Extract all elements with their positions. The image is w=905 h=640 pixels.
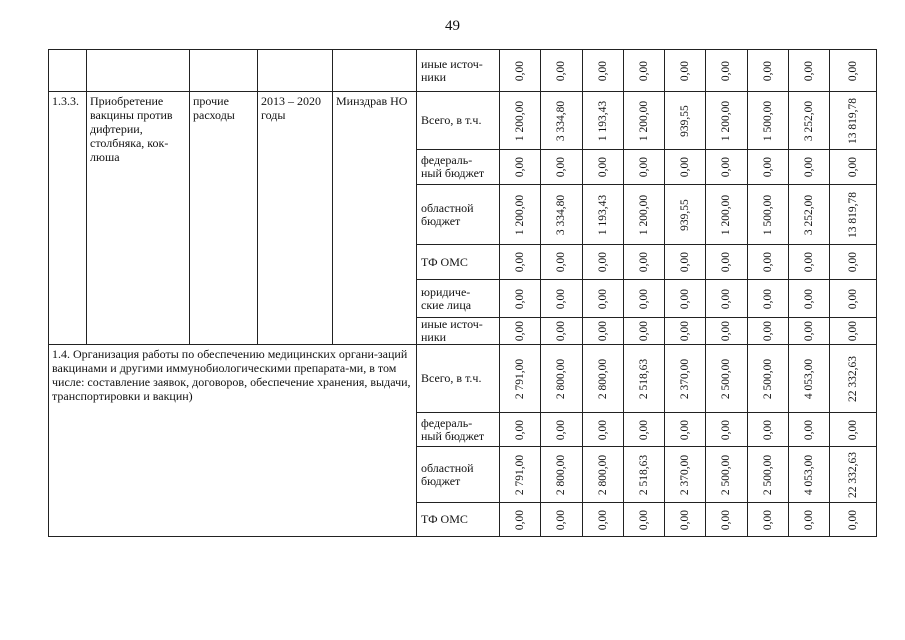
funding-source-label: иные источ- ники (421, 56, 483, 84)
value-text: 1 500,00 (761, 194, 774, 235)
value-text: 0,00 (802, 251, 815, 273)
value-cell (541, 345, 582, 413)
value-text: 1 193,43 (596, 194, 609, 235)
value-cell (788, 447, 829, 503)
value-text: 0,00 (555, 156, 568, 178)
value-cell (706, 50, 747, 92)
value-cell (788, 92, 829, 150)
value-text: 0,00 (596, 251, 609, 273)
empty-cell (258, 50, 333, 92)
value-text: 939,55 (679, 198, 692, 231)
value-text: 0,00 (514, 509, 527, 530)
value-cell (541, 150, 582, 185)
value-cell (623, 413, 664, 447)
value-cell (582, 245, 623, 280)
period: 2013 – 2020 годы (261, 94, 321, 122)
value-cell (541, 447, 582, 503)
item-number-cell (49, 92, 87, 345)
value-cell (500, 150, 541, 185)
value-text: 0,00 (720, 320, 733, 342)
value-cell (788, 150, 829, 185)
value-text: 0,00 (637, 509, 650, 530)
value-text: 0,00 (720, 156, 733, 178)
table-row (49, 345, 877, 413)
value-cell (500, 318, 541, 345)
value-text: 939,55 (679, 104, 692, 137)
value-text: 0,00 (514, 288, 527, 309)
value-cell (623, 503, 664, 537)
value-cell (665, 150, 706, 185)
value-cell (830, 150, 877, 185)
value-text: 0,00 (637, 419, 650, 440)
value-cell (788, 318, 829, 345)
value-cell (582, 92, 623, 150)
value-cell (500, 50, 541, 92)
source-cell (417, 280, 500, 318)
value-text: 0,00 (802, 60, 815, 81)
value-cell (788, 50, 829, 92)
value-cell (665, 503, 706, 537)
value-cell (582, 503, 623, 537)
value-cell (665, 318, 706, 345)
value-cell (706, 92, 747, 150)
value-cell (582, 413, 623, 447)
item-name-cell (87, 92, 190, 345)
value-text: 0,00 (555, 419, 568, 440)
value-cell (541, 50, 582, 92)
value-cell (500, 345, 541, 413)
value-text: 0,00 (555, 288, 568, 309)
value-cell (665, 245, 706, 280)
value-cell (830, 280, 877, 318)
value-cell (747, 318, 788, 345)
value-cell (623, 345, 664, 413)
source-cell (417, 92, 500, 150)
funding-source-label: ТФ ОМС (421, 254, 468, 269)
value-cell (747, 447, 788, 503)
empty-cell (333, 50, 417, 92)
value-text: 0,00 (847, 156, 859, 178)
value-text: 0,00 (847, 419, 859, 440)
value-text: 1 200,00 (514, 100, 527, 141)
expense-type: прочие расходы (193, 94, 235, 122)
source-cell (417, 503, 500, 537)
value-cell (500, 245, 541, 280)
section-description: 1.4. Организация работы по обеспечению медицинских органи-заций вакцинами и другими иммунобиологическими препарата-ми, в том числе: составление заявок, договоров, обеспечение хранения, выдачи, транспортировки и вакцин) (52, 347, 411, 403)
value-text: 0,00 (802, 288, 815, 309)
value-text: 1 200,00 (720, 194, 733, 235)
value-text: 2 800,00 (596, 358, 609, 399)
source-cell (417, 447, 500, 503)
value-cell (623, 245, 664, 280)
value-text: 0,00 (802, 156, 815, 178)
value-cell (788, 413, 829, 447)
value-cell (706, 503, 747, 537)
value-cell (830, 503, 877, 537)
value-cell (788, 345, 829, 413)
value-text: 2 500,00 (720, 358, 733, 399)
value-cell (665, 447, 706, 503)
value-text: 0,00 (596, 419, 609, 440)
value-cell (623, 92, 664, 150)
value-cell (500, 447, 541, 503)
value-text: 0,00 (514, 419, 527, 440)
funding-source-label: ТФ ОМС (421, 512, 468, 526)
value-text: 1 193,43 (596, 100, 609, 141)
value-text: 2 791,00 (514, 358, 527, 399)
source-cell (417, 245, 500, 280)
value-cell (541, 245, 582, 280)
value-cell (500, 280, 541, 318)
value-cell (541, 318, 582, 345)
value-cell (623, 185, 664, 245)
value-text: 0,00 (514, 320, 527, 342)
value-cell (500, 185, 541, 245)
value-cell (830, 245, 877, 280)
value-text: 0,00 (679, 251, 692, 273)
value-text: 2 791,00 (514, 454, 527, 495)
value-text: 0,00 (555, 251, 568, 273)
value-text: 0,00 (596, 60, 609, 81)
funding-source-label: Всего, в т.ч. (421, 371, 482, 385)
value-text: 1 200,00 (720, 100, 733, 141)
value-cell (788, 280, 829, 318)
value-cell (623, 50, 664, 92)
value-text: 2 800,00 (555, 358, 568, 399)
value-cell (747, 245, 788, 280)
value-cell (582, 280, 623, 318)
value-text: 0,00 (637, 156, 650, 178)
funding-source-label: федераль- ный бюджет (421, 153, 485, 180)
empty-cell (49, 50, 87, 92)
value-cell (582, 318, 623, 345)
value-cell (665, 413, 706, 447)
value-text: 0,00 (679, 320, 692, 342)
value-text: 0,00 (761, 419, 774, 440)
value-text: 0,00 (847, 60, 859, 81)
value-text: 0,00 (802, 320, 815, 342)
executor-cell (333, 92, 417, 345)
value-text: 0,00 (720, 251, 733, 273)
value-text: 3 252,00 (802, 100, 815, 141)
value-text: 0,00 (679, 156, 692, 178)
value-text: 2 800,00 (596, 454, 609, 495)
value-cell (541, 92, 582, 150)
empty-cell (190, 50, 258, 92)
value-cell (706, 245, 747, 280)
value-cell (582, 345, 623, 413)
value-text: 0,00 (761, 288, 774, 309)
value-cell (747, 185, 788, 245)
value-cell (830, 413, 877, 447)
budget-table (48, 49, 877, 537)
value-text: 1 200,00 (637, 100, 650, 141)
source-cell (417, 150, 500, 185)
source-cell (417, 50, 500, 92)
value-cell (747, 50, 788, 92)
value-text: 2 800,00 (555, 454, 568, 495)
value-cell (706, 345, 747, 413)
value-cell (500, 503, 541, 537)
value-text: 0,00 (847, 288, 859, 309)
value-cell (541, 413, 582, 447)
value-cell (830, 185, 877, 245)
source-cell (417, 413, 500, 447)
value-text: 22 332,63 (847, 355, 859, 402)
value-cell (623, 280, 664, 318)
funding-source-label: областной бюджет (421, 200, 474, 228)
value-text: 0,00 (847, 251, 859, 273)
value-text: 0,00 (637, 60, 650, 81)
period-cell (258, 92, 333, 345)
value-text: 0,00 (761, 156, 774, 178)
value-cell (788, 503, 829, 537)
value-cell (830, 318, 877, 345)
funding-source-label: Всего, в т.ч. (421, 113, 482, 127)
value-cell (706, 318, 747, 345)
value-text: 0,00 (555, 320, 568, 342)
value-text: 0,00 (514, 60, 527, 81)
value-text: 0,00 (514, 156, 527, 178)
value-cell (788, 245, 829, 280)
value-cell (706, 447, 747, 503)
source-cell (417, 185, 500, 245)
value-text: 2 370,00 (679, 358, 692, 399)
value-cell (830, 447, 877, 503)
value-text: 0,00 (637, 288, 650, 309)
value-cell (747, 413, 788, 447)
value-cell (623, 447, 664, 503)
value-text: 13 819,78 (847, 97, 859, 144)
value-cell (747, 92, 788, 150)
value-cell (582, 50, 623, 92)
value-cell (541, 185, 582, 245)
value-cell (706, 185, 747, 245)
value-text: 2 518,63 (637, 358, 650, 399)
value-cell (830, 92, 877, 150)
value-cell (665, 185, 706, 245)
value-cell (623, 318, 664, 345)
value-text: 4 053,00 (802, 454, 815, 495)
source-cell (417, 345, 500, 413)
value-text: 0,00 (679, 288, 692, 309)
table-row (49, 50, 877, 92)
value-text: 0,00 (679, 419, 692, 440)
value-cell (706, 413, 747, 447)
value-cell (747, 150, 788, 185)
value-text: 0,00 (720, 419, 733, 440)
page-number: 49 (445, 18, 460, 34)
value-text: 0,00 (596, 156, 609, 178)
value-text: 0,00 (596, 288, 609, 309)
source-cell (417, 318, 500, 345)
value-cell (788, 185, 829, 245)
executor: Минздрав НО (336, 94, 408, 108)
value-text: 2 500,00 (761, 454, 774, 495)
value-cell (541, 280, 582, 318)
funding-source-label: юридиче- ские лица (421, 284, 472, 312)
value-text: 1 500,00 (761, 100, 774, 141)
item-name: Приобретение вакцины против дифтерии, столбняка, кок-люша (90, 94, 173, 164)
value-text: 0,00 (555, 60, 568, 81)
value-text: 2 500,00 (761, 358, 774, 399)
value-cell (500, 413, 541, 447)
section-description-cell (49, 345, 417, 537)
value-text: 4 053,00 (802, 358, 815, 399)
value-text: 0,00 (555, 509, 568, 530)
value-cell (582, 447, 623, 503)
value-text: 3 334,80 (555, 194, 568, 235)
expense-type-cell (190, 92, 258, 345)
value-cell (500, 92, 541, 150)
value-text: 3 334,80 (555, 100, 568, 141)
value-text: 1 200,00 (637, 194, 650, 235)
table-row (49, 92, 877, 150)
value-text: 0,00 (720, 60, 733, 81)
value-cell (706, 280, 747, 318)
value-text: 0,00 (679, 509, 692, 530)
value-cell (665, 92, 706, 150)
value-text: 0,00 (847, 509, 859, 530)
value-text: 0,00 (761, 320, 774, 342)
value-text: 0,00 (596, 320, 609, 342)
value-cell (665, 50, 706, 92)
value-text: 0,00 (720, 509, 733, 530)
value-text: 0,00 (720, 288, 733, 309)
value-text: 0,00 (761, 60, 774, 81)
value-text: 0,00 (802, 509, 815, 530)
funding-source-label: иные источ- ники (421, 317, 483, 344)
value-cell (541, 503, 582, 537)
value-text: 0,00 (847, 320, 859, 342)
funding-source-label: областной бюджет (421, 460, 474, 488)
value-cell (582, 185, 623, 245)
value-text: 0,00 (637, 251, 650, 273)
funding-source-label: федераль- ный бюджет (421, 415, 485, 443)
value-text: 2 518,63 (637, 454, 650, 495)
value-text: 2 370,00 (679, 454, 692, 495)
empty-cell (87, 50, 190, 92)
value-cell (830, 345, 877, 413)
value-text: 0,00 (637, 320, 650, 342)
value-text: 0,00 (514, 251, 527, 273)
value-cell (747, 280, 788, 318)
value-text: 2 500,00 (720, 454, 733, 495)
value-cell (665, 345, 706, 413)
value-text: 1 200,00 (514, 194, 527, 235)
value-text: 0,00 (761, 509, 774, 530)
value-cell (747, 345, 788, 413)
value-cell (623, 150, 664, 185)
value-text: 0,00 (761, 251, 774, 273)
value-text: 3 252,00 (802, 194, 815, 235)
value-cell (665, 280, 706, 318)
value-cell (706, 150, 747, 185)
value-cell (582, 150, 623, 185)
value-text: 0,00 (802, 419, 815, 440)
value-cell (830, 50, 877, 92)
value-text: 0,00 (596, 509, 609, 530)
value-cell (747, 503, 788, 537)
value-text: 13 819,78 (847, 191, 859, 238)
value-text: 0,00 (679, 60, 692, 81)
value-text: 22 332,63 (847, 451, 859, 498)
item-number: 1.3.3. (52, 94, 79, 108)
